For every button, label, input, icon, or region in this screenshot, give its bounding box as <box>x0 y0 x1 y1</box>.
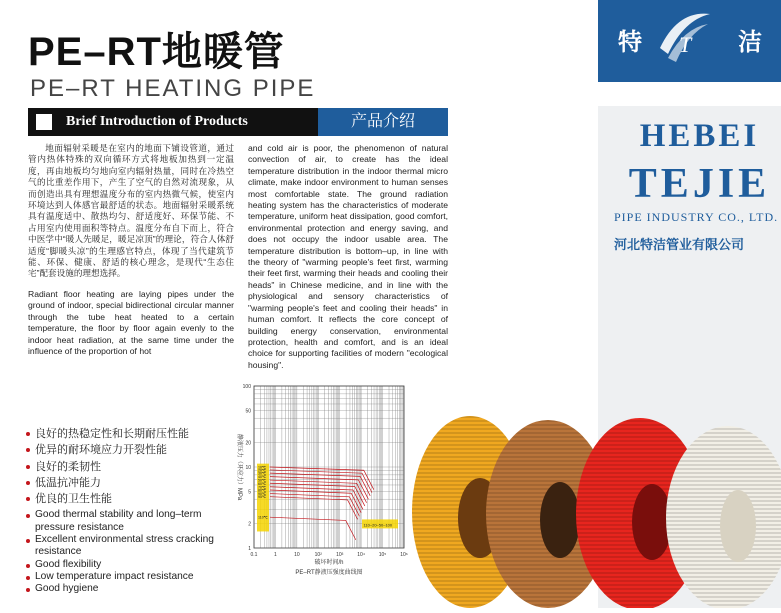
x-tick-label: 10⁴ <box>357 552 366 558</box>
y-tick-label: 100 <box>242 384 251 390</box>
company-name-cn: 河北特洁管业有限公司 <box>614 237 745 252</box>
page-title-en: PE–RT HEATING PIPE <box>30 75 316 102</box>
feature-item-cn: 优良的卫生性能 <box>26 491 231 507</box>
x-tick-label: 10⁵ <box>378 552 387 558</box>
bullet-icon <box>26 539 30 543</box>
series-label: 110℃ <box>258 515 268 520</box>
series-label: 10℃ <box>258 465 267 470</box>
brand-name-line2: TEJIE <box>628 161 771 207</box>
section-label-en: Brief Introduction of Products <box>66 114 248 129</box>
bullet-icon <box>26 465 30 469</box>
chart-caption: PE–RT静液压强度曲线图 <box>295 570 363 576</box>
x-tick-label: 1 <box>274 552 277 558</box>
feature-item-en: Good flexibility <box>26 559 231 571</box>
bullet-icon <box>26 564 30 568</box>
pipe-coils-image <box>408 388 781 608</box>
intro-paragraph-cn: 地面辐射采暖是在室内的地面下铺设管道，通过管内热体特殊的双向循环方式将地板加热到一定温度，再由地板均匀地向室内辐射热量，同时在冷热空气的比重差作用下，产生了空气的自然对流现象，从而创造出具有理想温度分布的室内热微气候，使室内环境达到人体感官最舒适的状态。地面辐射采暖系统具有温度适中、散热均匀、舒适度好、环保节能、不占用室内使用面积等特点。温度分布自下而上，符合中医学中“暖人先暖足，暖足凉顶”的理论，符合人体舒适度“脚暖头凉”的生理感官特点，体现了当代建筑节能、环保、健康、舒适的核心理念，是现代“生态住宅”配套设施的理想选择。 <box>28 143 234 279</box>
y-tick-label: 5 <box>248 489 251 496</box>
series-label: 30℃ <box>258 471 267 476</box>
bullet-icon <box>26 448 30 452</box>
logo-char-right: 洁 <box>738 29 762 56</box>
logo-mark-text: T <box>679 32 692 57</box>
logo-char-left: 特 <box>618 29 642 56</box>
y-tick-label: 1 <box>248 546 251 552</box>
section-label-cn: 产品介绍 <box>318 108 448 136</box>
x-axis-label: 破坏时间/h <box>314 560 344 566</box>
series-label: 95℃ <box>258 495 267 500</box>
intro-paragraph-en-2: and cold air is poor, the phenomenon of natural convection of air, to create has the ideal temperature distribution in the indoor thermal micro climate, make indoor environment to human senses most comfortable state. The ground radiation heating system has the characteristics of moderate temperature, uniform heat dissipation, good comfort, environmental protection and energy saving, and does not occupy the indoor usable area. The temperature distribution is bottom–up, in line with the theory of "warming people's feet first, warming their feet first, warming their heads and cooling their heads" in Chinese medicine, and in line with the physiological and sensory characteristics of "warming people's feet and cooling their heads" in human comfort. It reflects the core concept of building energy conservation, environmental protection, health and comfort, and is an ideal choice for supporting facilities of modern "ecological housing". <box>248 143 448 370</box>
series-label: 20℃ <box>258 468 267 473</box>
feature-item-cn: 良好的热稳定性和长期耐压性能 <box>26 426 231 442</box>
y-tick-label: 50 <box>245 408 251 415</box>
feature-item-cn: 优异的耐环境应力开裂性能 <box>26 442 231 458</box>
pressure-strength-chart <box>228 378 418 596</box>
feature-item-cn: 低温抗冲能力 <box>26 475 231 491</box>
feature-item-en: Good hygiene <box>26 583 231 595</box>
bullet-icon <box>26 514 30 518</box>
feature-item-en: Excellent environmental stress cracking resistance <box>26 534 231 559</box>
bullet-icon <box>26 481 30 485</box>
series-label: 60℃ <box>258 481 267 486</box>
intro-paragraph-en-1: Radiant floor heating are laying pipes under the ground of indoor, special bidirectional circular manner through the tube heat heated to a certain temperature, the floor by floor again evenly to the indoor heat radiation, at the same time under the influence of the proportion of hot <box>28 289 234 357</box>
section-bar-dark <box>28 108 318 136</box>
series-label: 40℃ <box>258 475 267 480</box>
square-icon <box>36 114 52 130</box>
section-bar <box>28 108 448 136</box>
brand-name-line1: HEBEI <box>639 118 760 154</box>
y-tick-label: 20 <box>245 440 251 447</box>
y-tick-label: 10 <box>245 465 251 471</box>
feature-item-cn: 良好的柔韧性 <box>26 459 231 475</box>
feature-item-en: Low temperature impact resistance <box>26 571 231 583</box>
feature-list <box>26 426 231 596</box>
chart-svg <box>228 378 418 596</box>
x-tick-label: 10² <box>314 552 322 558</box>
series-label: 70℃ <box>258 485 267 490</box>
series-label: 50℃ <box>258 478 267 483</box>
x-tick-label: 10³ <box>336 552 344 558</box>
series-label: 80℃ <box>258 488 267 493</box>
bullet-icon <box>26 497 30 501</box>
bullet-icon <box>26 588 30 592</box>
y-tick-label: 2 <box>248 521 251 528</box>
x-tick-label: 0.1 <box>250 552 258 558</box>
page-title-cn: PE–RT地暖管 <box>28 30 285 74</box>
bullet-icon <box>26 576 30 580</box>
feature-item-en: Good thermal stability and long–term pressure resistance <box>26 509 231 534</box>
series-label: 90℃ <box>258 492 267 497</box>
x-tick-label: 10 <box>294 552 300 558</box>
y-axis-label: 静液压力（环应力）MPa <box>236 433 242 501</box>
brand-name-line3: PIPE INDUSTRY CO., LTD. <box>614 210 779 224</box>
pipe-coils-photo <box>408 388 781 608</box>
swoosh-logo-icon <box>654 8 714 68</box>
annotation-text: 110–20–50–100 <box>363 522 393 528</box>
bullet-icon <box>26 432 30 436</box>
x-tick-label: 10⁶ <box>400 552 408 558</box>
logo-band <box>598 0 781 82</box>
